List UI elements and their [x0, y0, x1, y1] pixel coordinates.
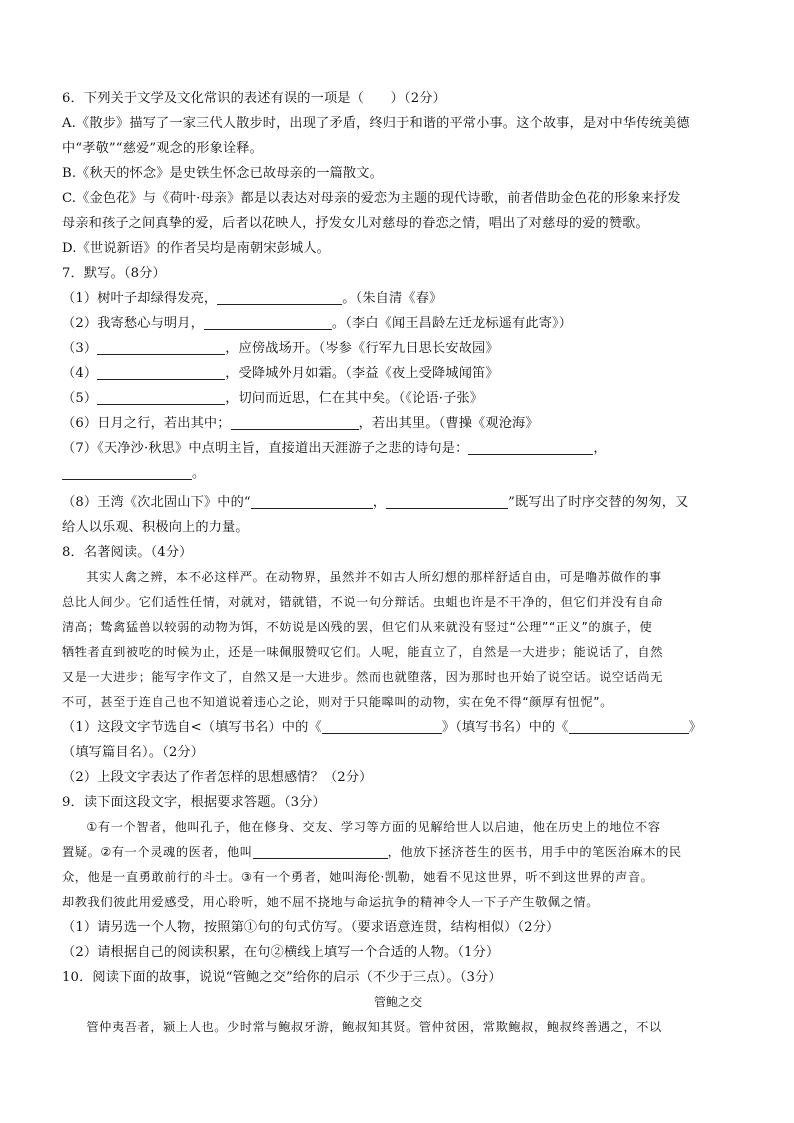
q7-item6-blank[interactable] [231, 414, 359, 430]
q6-option-b: B.《秋天的怀念》是史铁生怀念已故母亲的一篇散文。 [62, 166, 383, 181]
q7-item3-suffix: ，应傍战场开。（岑参《行军九日思长安故园》 [225, 341, 499, 356]
q8-chapter-blank[interactable] [569, 718, 689, 734]
q8-sub1-end: 》 [688, 720, 702, 735]
q9-passage-line: 众，他是一直勇敢前行的斗士。③有一个勇者，她叫海伦·凯勒，她看不见这世界，听不到这世界的声音。 [62, 870, 654, 884]
q7-item-8-cont: 给人以乐观、积极向上的力量。 [62, 520, 249, 535]
q9-passage-line: ①有一个智者，他叫孔子，他在修身、交友、学习等方面的见解给世人以启迪，他在历史上的地位不容 [86, 820, 661, 834]
q6-option-c-line1: C.《金色花》与《荷叶·母亲》都是以表达对母亲的爱恋为主题的现代诗歌，前者借助金色花的形象来抒发 [62, 191, 681, 206]
q9-sub-2: （2）请根据自己的阅读积累，在句②横线上填写一个合适的人物。（1分） [62, 945, 500, 960]
q7-item2-suffix: 。（李白《闻王昌龄左迁龙标遥有此寄》） [331, 316, 573, 331]
q6-option-d: D.《世说新语》的作者吴均是南朝宋彭城人。 [62, 241, 331, 256]
q6-option-a-line1: A.《散步》描写了一家三代人散步时，出现了矛盾，终归于和谐的平常小事。这个故事，是对中华传统美德 [62, 116, 690, 131]
q7-item7-comma: ， [593, 441, 607, 456]
q7-item2-blank[interactable] [204, 314, 332, 330]
q7-item-2 [62, 311, 734, 336]
q7-item7-end: 。 [192, 466, 206, 481]
q9-passage-line [62, 840, 734, 865]
q8-sub1-mid: 》（填写书名）中的《 [441, 720, 569, 735]
q7-item-6 [62, 411, 734, 436]
q9-sub-1: （1）请另选一个人物，按照第①句的句式仿写。（要求语意连贯，结构相似）（2分） [62, 920, 560, 935]
q7-title: 7．默写。（8分） [62, 266, 166, 281]
q8-passage [62, 565, 734, 715]
q7-item8-comma: ， [372, 495, 387, 510]
q7-item1-suffix: 。（朱自清《春》 [342, 291, 443, 306]
q7-item7-blank-1[interactable] [468, 439, 593, 455]
q10-story-line: 管仲夷吾者，颍上人也。少时常与鲍叔牙游，鲍叔知其贤。管仲贫困，常欺鲍叔，鲍叔终善遇之，不以 [86, 1020, 662, 1034]
q7-item1-prefix: （1）树叶子却绿得发亮， [62, 291, 218, 306]
q7-item8-blank-2[interactable] [386, 493, 508, 509]
q10-story-title: 管鲍之交 [373, 995, 422, 1009]
q9-passage [62, 815, 734, 915]
q7-item4-blank[interactable] [97, 364, 225, 380]
q8-sub-1 [62, 715, 734, 740]
q7-item-5 [62, 386, 734, 411]
exam-page [62, 86, 734, 1040]
q9-title: 9．读下面这段文字，根据要求答题。（3分） [62, 795, 326, 810]
q7-item8-prefix: （8）王湾《次北固山下》中的“ [62, 495, 251, 510]
q7-item-7-cont [62, 461, 734, 486]
q7-item3-prefix: （3） [62, 341, 98, 356]
q7-item7-blank-2[interactable] [62, 464, 192, 480]
q8-sub-1-cont: （填写篇目名）。（2分） [62, 745, 205, 760]
q8-sub-2: （2）上段文字表达了作者怎样的思想感情？（2分） [62, 770, 373, 785]
q8-passage-line: 不可，甚至于连自己也不知道说着违心之论，则对于只能嗥叫的动物，实在免不得“颜厚有忸怩”。 [62, 695, 613, 709]
q6-title: 6．下列关于文学及文化常识的表述有误的一项是（ ）（2分） [62, 91, 446, 106]
q7-item2-prefix: （2）我寄愁心与明月， [62, 316, 204, 331]
q8-sub1-prefix: （1）这段文字节选自<（填写书名）中的《 [62, 720, 322, 735]
q8-passage-line: 其实人禽之辨，本不必这样严。在动物界，虽然并不如古人所幻想的那样舒适自由，可是噜苏做作的事 [86, 570, 662, 584]
q7-item-4 [62, 361, 734, 386]
q8-book-blank[interactable] [322, 718, 442, 734]
q7-item1-blank[interactable] [217, 289, 342, 305]
q8-passage-line: 总比人间少。它们适性任情，对就对，错就错，不说一句分辩话。虫蛆也许是不干净的，但它们并没有自命 [62, 595, 664, 609]
q7-item4-suffix: ，受降城外月如霜。（李益《夜上受降城闻笛》 [225, 366, 499, 381]
q7-item-8 [62, 490, 734, 515]
q9-line2-prefix: 置疑。②有一个灵魂的医者，他叫 [62, 845, 253, 859]
q7-item8-suffix: ”既写出了时序交替的匆匆，又 [508, 495, 689, 510]
q8-passage-line: 又是一大进步；能写字作文了，自然又是一大进步。然而也就堕落，因为那时也开始了说空话。说空话尚无 [62, 670, 664, 684]
q7-item-3 [62, 336, 734, 361]
q7-item5-blank[interactable] [97, 389, 225, 405]
q9-passage-line: 却教我们彼此用爱感受，用心聆听，她不屈不挠地与命运抗争的精神令人一下子产生敬佩之情。 [62, 895, 600, 909]
q6-option-c-line2: 母亲和孩子之间真挚的爱，后者以花映人，抒发女儿对慈母的眷恋之情，唱出了对慈母的爱的赞歌。 [62, 216, 649, 231]
q7-item-1 [62, 286, 734, 311]
q6-option-a-line2: 中“孝敬”“慈爱”观念的形象诠释。 [62, 141, 263, 156]
q9-line2-suffix: ，他放下拯济苍生的医书，用手中的笔医治麻木的民 [387, 845, 682, 859]
q9-person-blank[interactable] [253, 843, 388, 859]
q8-passage-line: 清高；鸷禽猛兽以较弱的动物为饵，不妨说是凶残的罢，但它们从来就没有竖过“公理”“正义”的旗子，使 [62, 620, 653, 634]
q8-passage-line: 牺牲者直到被吃的时候为止，还是一味佩服赞叹它们。人呢，能直立了，自然是一大进步；能说话了，自然 [62, 645, 664, 659]
q7-item5-suffix: ，切问而近思，仁在其中矣。（《论语·子张》 [225, 391, 484, 406]
q7-item6-prefix: （6）日月之行，若出其中； [62, 416, 231, 431]
q7-item4-prefix: （4） [62, 366, 98, 381]
q7-item3-blank[interactable] [97, 339, 225, 355]
q7-item7-prefix: （7）《天净沙·秋思》中点明主旨，直接道出天涯游子之悲的诗句是： [62, 441, 469, 456]
q10-title: 10．阅读下面的故事，说说“管鲍之交”给你的启示（不少于三点）。（3分） [62, 970, 502, 985]
q7-item8-blank-1[interactable] [251, 493, 373, 509]
q7-item-7 [62, 436, 734, 461]
q7-item6-suffix: ，若出其里。（曹操《观沧海》 [358, 416, 539, 431]
q8-title: 8．名著阅读。（4分） [62, 545, 193, 560]
q7-item5-prefix: （5） [62, 391, 98, 406]
